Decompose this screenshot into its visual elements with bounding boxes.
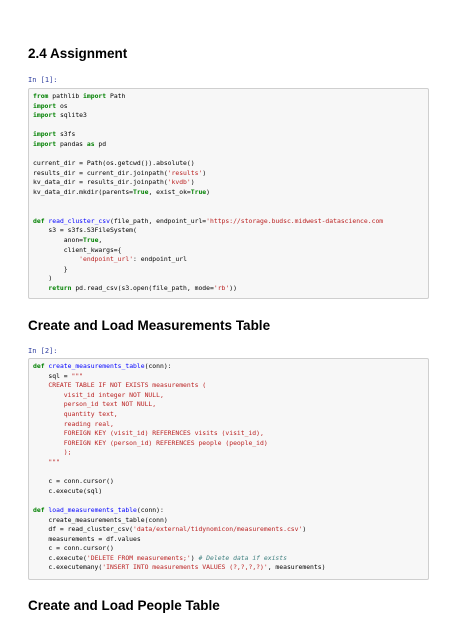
code-token bbox=[33, 284, 48, 292]
code-token: pd bbox=[94, 139, 107, 148]
code-line bbox=[33, 130, 75, 138]
code-line bbox=[33, 92, 125, 100]
code-token: c.execute(sql) bbox=[33, 486, 103, 495]
cell-prompt-1: In [1]: bbox=[28, 76, 58, 84]
code-line bbox=[33, 236, 102, 244]
code-token: ) bbox=[202, 168, 207, 177]
code-token bbox=[33, 255, 79, 263]
code-token: s3 = s3fs.S3FileSystem( bbox=[33, 226, 137, 235]
code-token: as bbox=[86, 139, 95, 148]
code-token: c = conn.cursor() bbox=[33, 544, 114, 553]
code-line bbox=[33, 246, 122, 254]
code-token: load_measurements_table bbox=[48, 505, 137, 514]
code-line bbox=[33, 410, 118, 418]
code-token: pathlib bbox=[48, 92, 84, 100]
code-token: person_id text NOT NULL, bbox=[33, 400, 157, 409]
section-title-assignment: 2.4 Assignment bbox=[28, 46, 128, 61]
code-token: import bbox=[33, 130, 57, 139]
code-token: 'data/external/tidynomicon/measurements.csv' bbox=[133, 525, 303, 534]
code-block-2 bbox=[29, 359, 428, 576]
code-token: create_measurements_table bbox=[48, 362, 145, 370]
code-line bbox=[33, 188, 210, 196]
code-cell-2[interactable] bbox=[28, 358, 429, 580]
code-token: 'kvdb' bbox=[167, 178, 191, 187]
code-line bbox=[33, 563, 325, 571]
code-token: import bbox=[33, 101, 57, 110]
code-token: FOREIGN KEY (person_id) REFERENCES people (people_id) bbox=[33, 438, 268, 447]
code-line bbox=[33, 140, 106, 148]
code-line bbox=[33, 477, 114, 485]
code-line bbox=[33, 458, 60, 466]
cell-prompt-2: In [2]: bbox=[28, 347, 58, 355]
code-token: import bbox=[83, 92, 107, 100]
code-token: FOREIGN KEY (visit_id) REFERENCES visits (visit_id), bbox=[33, 429, 264, 438]
code-line bbox=[33, 284, 237, 292]
code-token: anon= bbox=[33, 235, 84, 244]
code-token: , bbox=[98, 235, 103, 244]
code-token: import bbox=[33, 111, 57, 120]
code-token: 'https://storage.budsc.midwest-datascience.com bbox=[206, 216, 384, 225]
code-line bbox=[33, 554, 287, 562]
code-token: def bbox=[33, 505, 45, 514]
code-token: import bbox=[33, 139, 57, 148]
code-token: 'INSERT INTO measurements VALUES (?,?,?,?)' bbox=[102, 563, 268, 572]
code-token: Path bbox=[106, 92, 126, 100]
code-token: """ bbox=[33, 457, 60, 466]
code-line bbox=[33, 217, 383, 225]
code-token: pandas bbox=[56, 139, 87, 148]
code-token: # Delete data if exists bbox=[198, 553, 287, 562]
code-token: kv_data_dir = results_dir.joinpath( bbox=[33, 178, 168, 187]
code-line bbox=[33, 178, 195, 186]
code-line bbox=[33, 265, 68, 273]
code-token: ) bbox=[33, 274, 53, 283]
code-line bbox=[33, 255, 187, 263]
code-line bbox=[33, 400, 156, 408]
code-token: client_kwargs={ bbox=[33, 245, 122, 254]
code-line bbox=[33, 226, 137, 234]
code-token: c.execute( bbox=[33, 553, 87, 562]
code-token: ) bbox=[190, 553, 199, 562]
code-token: : endpoint_url bbox=[133, 255, 187, 264]
code-token: results_dir = current_dir.joinpath( bbox=[33, 168, 168, 177]
code-token: )) bbox=[229, 283, 237, 292]
code-token: def bbox=[33, 362, 45, 370]
code-token: return bbox=[48, 283, 72, 292]
code-token: c.executemany( bbox=[33, 563, 103, 572]
code-line bbox=[33, 159, 195, 167]
code-token: reading real, bbox=[33, 419, 114, 428]
code-token: current_dir = Path(os.getcwd()).absolute() bbox=[33, 159, 195, 168]
code-token: c = conn.cursor() bbox=[33, 477, 114, 486]
code-token: 'endpoint_url' bbox=[79, 255, 134, 264]
section-title-people: Create and Load People Table bbox=[28, 598, 220, 613]
code-token: (conn): bbox=[136, 505, 164, 514]
code-line bbox=[33, 535, 141, 543]
code-token: ) bbox=[206, 187, 211, 196]
code-cell-1[interactable] bbox=[28, 88, 429, 299]
code-token: True bbox=[190, 187, 207, 196]
code-token: 'rb' bbox=[213, 283, 230, 292]
code-token: , exist_ok= bbox=[148, 187, 191, 196]
code-token: quantity text, bbox=[33, 409, 118, 418]
code-token: CREATE TABLE IF NOT EXISTS measurements ( bbox=[33, 381, 207, 390]
code-token: from bbox=[33, 92, 49, 100]
code-token: ) bbox=[302, 525, 307, 534]
code-token: True bbox=[133, 187, 149, 196]
code-line bbox=[33, 487, 102, 495]
code-token: True bbox=[83, 235, 99, 244]
code-line bbox=[33, 102, 68, 110]
code-line bbox=[33, 274, 52, 282]
code-token: df = read_cluster_csv( bbox=[33, 525, 134, 534]
code-token: s3fs bbox=[56, 130, 76, 139]
code-token: 'results' bbox=[167, 168, 203, 177]
code-line bbox=[33, 506, 164, 514]
code-line bbox=[33, 420, 114, 428]
code-line bbox=[33, 439, 268, 447]
code-token: measurements = df.values bbox=[33, 534, 141, 543]
code-token: pd.read_csv(s3.open(file_path, mode= bbox=[71, 283, 214, 292]
code-token: visit_id integer NOT NULL, bbox=[33, 390, 164, 399]
code-token: sqlite3 bbox=[56, 111, 87, 120]
code-token: """ bbox=[71, 371, 84, 380]
code-line bbox=[33, 516, 168, 524]
code-line bbox=[33, 111, 87, 119]
code-token: (conn): bbox=[144, 362, 172, 370]
code-token: os bbox=[56, 101, 68, 110]
code-token: ) bbox=[190, 178, 195, 187]
code-line bbox=[33, 429, 264, 437]
code-line bbox=[33, 372, 83, 380]
section-title-measurements: Create and Load Measurements Table bbox=[28, 318, 271, 333]
code-token: } bbox=[33, 264, 68, 273]
code-token: def bbox=[33, 216, 45, 225]
code-line bbox=[33, 362, 172, 370]
code-token: read_cluster_csv bbox=[48, 216, 110, 225]
code-token: create_measurements_table(conn) bbox=[33, 515, 168, 524]
code-line bbox=[33, 544, 114, 552]
code-line bbox=[33, 391, 164, 399]
code-line bbox=[33, 525, 306, 533]
code-token: kv_data_dir.mkdir(parents= bbox=[33, 187, 134, 196]
code-block-1 bbox=[29, 89, 428, 296]
code-token: (file_path, endpoint_url= bbox=[109, 216, 207, 225]
code-token: 'DELETE FROM measurements;' bbox=[86, 553, 191, 562]
code-token: ); bbox=[33, 448, 72, 457]
code-token: sql = bbox=[33, 371, 72, 380]
code-token: , measurements) bbox=[267, 563, 326, 572]
code-line bbox=[33, 169, 206, 177]
code-line bbox=[33, 381, 206, 389]
code-line bbox=[33, 448, 71, 456]
